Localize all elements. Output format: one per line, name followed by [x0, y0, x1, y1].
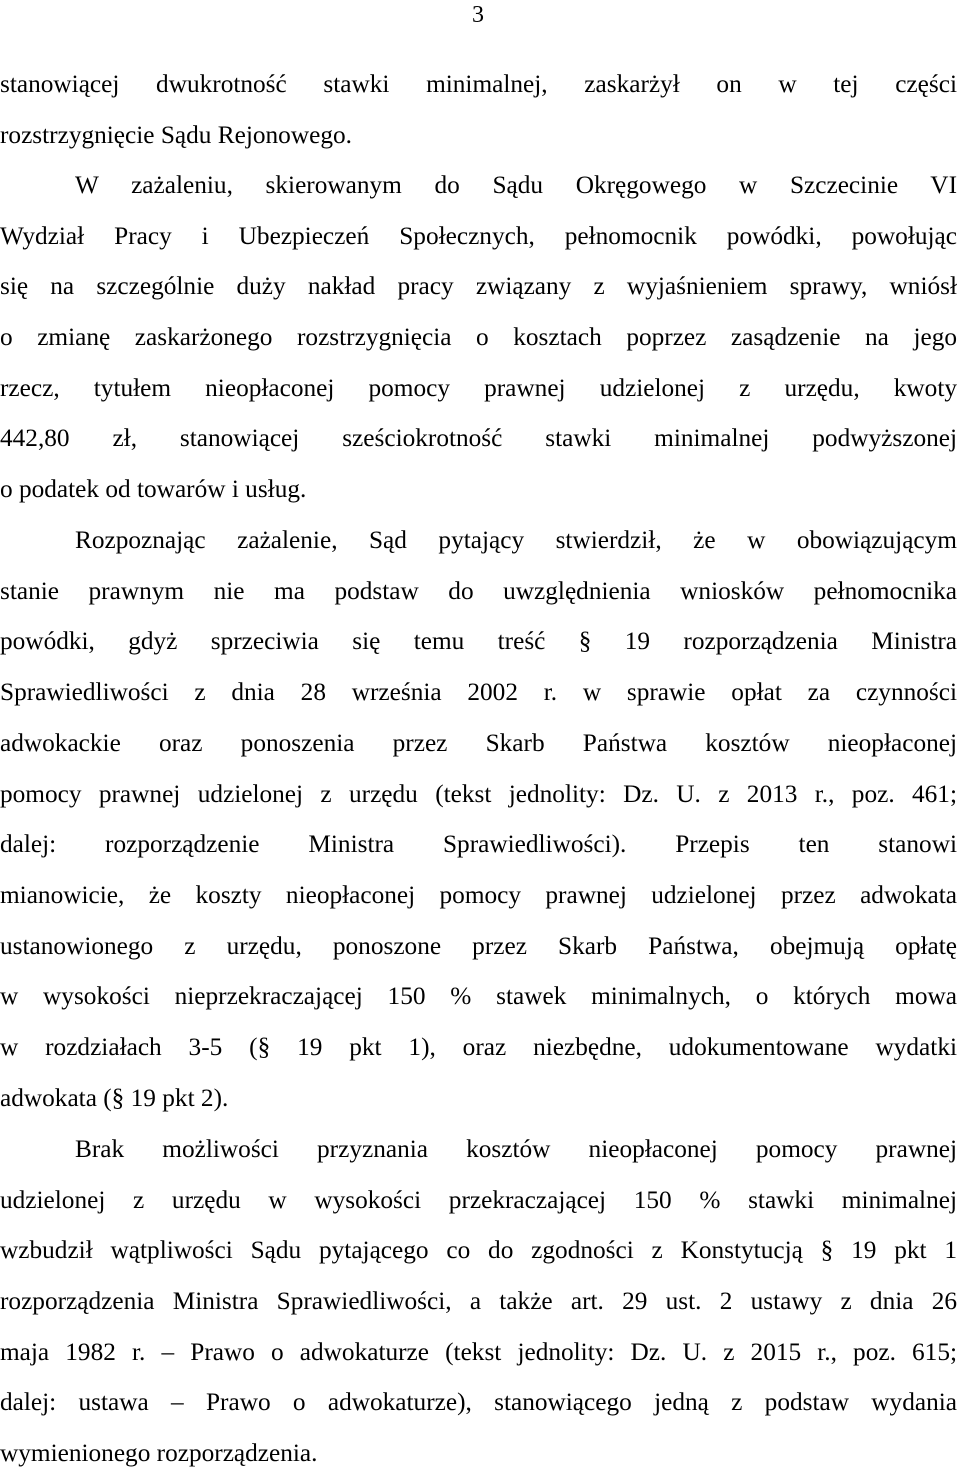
paragraph-1-line: stanowiącej dwukrotność stawki minimalnej, zaskarżył on w tej części — [0, 70, 957, 98]
paragraph-2-line: się na szczególnie duży nakład pracy związany z wyjaśnieniem sprawy, wniósł — [0, 272, 957, 300]
paragraph-2-line: rzecz, tytułem nieopłaconej pomocy prawnej udzielonej z urzędu, kwoty — [0, 374, 957, 402]
paragraph-3-line: stanie prawnym nie ma podstaw do uwzględnienia wniosków pełnomocnika — [0, 577, 957, 605]
paragraph-3-line: Rozpoznając zażalenie, Sąd pytający stwierdził, że w obowiązującym — [75, 526, 957, 554]
paragraph-3-line: ustanowionego z urzędu, ponoszone przez Skarb Państwa, obejmują opłatę — [0, 932, 957, 960]
paragraph-3-line: w wysokości nieprzekraczającej 150 % stawek minimalnych, o których mowa — [0, 982, 957, 1010]
paragraph-2-line: Wydział Pracy i Ubezpieczeń Społecznych, pełnomocnik powódki, powołując — [0, 222, 957, 250]
paragraph-3-line: adwokata (§ 19 pkt 2). — [0, 1084, 229, 1112]
paragraph-2-line: 442,80 zł, stanowiącej sześciokrotność stawki minimalnej podwyższonej — [0, 424, 957, 452]
paragraph-2-line: W zażaleniu, skierowanym do Sądu Okręgowego w Szczecinie VI — [75, 171, 957, 199]
paragraph-3-line: Sprawiedliwości z dnia 28 września 2002 r. w sprawie opłat za czynności — [0, 678, 957, 706]
paragraph-1-line: rozstrzygnięcie Sądu Rejonowego. — [0, 121, 352, 149]
paragraph-3-line: pomocy prawnej udzielonej z urzędu (tekst jednolity: Dz. U. z 2013 r., poz. 461; — [0, 780, 957, 808]
paragraph-3-line: mianowicie, że koszty nieopłaconej pomocy prawnej udzielonej przez adwokata — [0, 881, 957, 909]
paragraph-4-line: Brak możliwości przyznania kosztów nieopłaconej pomocy prawnej — [75, 1135, 957, 1163]
paragraph-4-line: rozporządzenia Ministra Sprawiedliwości, a także art. 29 ust. 2 ustawy z dnia 26 — [0, 1287, 957, 1315]
paragraph-3-line: adwokackie oraz ponoszenia przez Skarb Państwa kosztów nieopłaconej — [0, 729, 957, 757]
paragraph-3-line: w rozdziałach 3-5 (§ 19 pkt 1), oraz niezbędne, udokumentowane wydatki — [0, 1033, 957, 1061]
paragraph-4-line: udzielonej z urzędu w wysokości przekraczającej 150 % stawki minimalnej — [0, 1186, 957, 1214]
paragraph-2-line: o zmianę zaskarżonego rozstrzygnięcia o kosztach poprzez zasądzenie na jego — [0, 323, 957, 351]
paragraph-4-line: maja 1982 r. – Prawo o adwokaturze (tekst jednolity: Dz. U. z 2015 r., poz. 615; — [0, 1338, 957, 1366]
paragraph-4-line: dalej: ustawa – Prawo o adwokaturze), stanowiącego jedną z podstaw wydania — [0, 1388, 957, 1416]
page-number: 3 — [472, 2, 484, 28]
paragraph-4-line: wymienionego rozporządzenia. — [0, 1439, 318, 1467]
paragraph-3-line: dalej: rozporządzenie Ministra Sprawiedliwości). Przepis ten stanowi — [0, 830, 957, 858]
paragraph-3-line: powódki, gdyż sprzeciwia się temu treść § 19 rozporządzenia Ministra — [0, 627, 957, 655]
paragraph-4-line: wzbudził wątpliwości Sądu pytającego co do zgodności z Konstytucją § 19 pkt 1 — [0, 1236, 957, 1264]
paragraph-2-line: o podatek od towarów i usług. — [0, 475, 307, 503]
